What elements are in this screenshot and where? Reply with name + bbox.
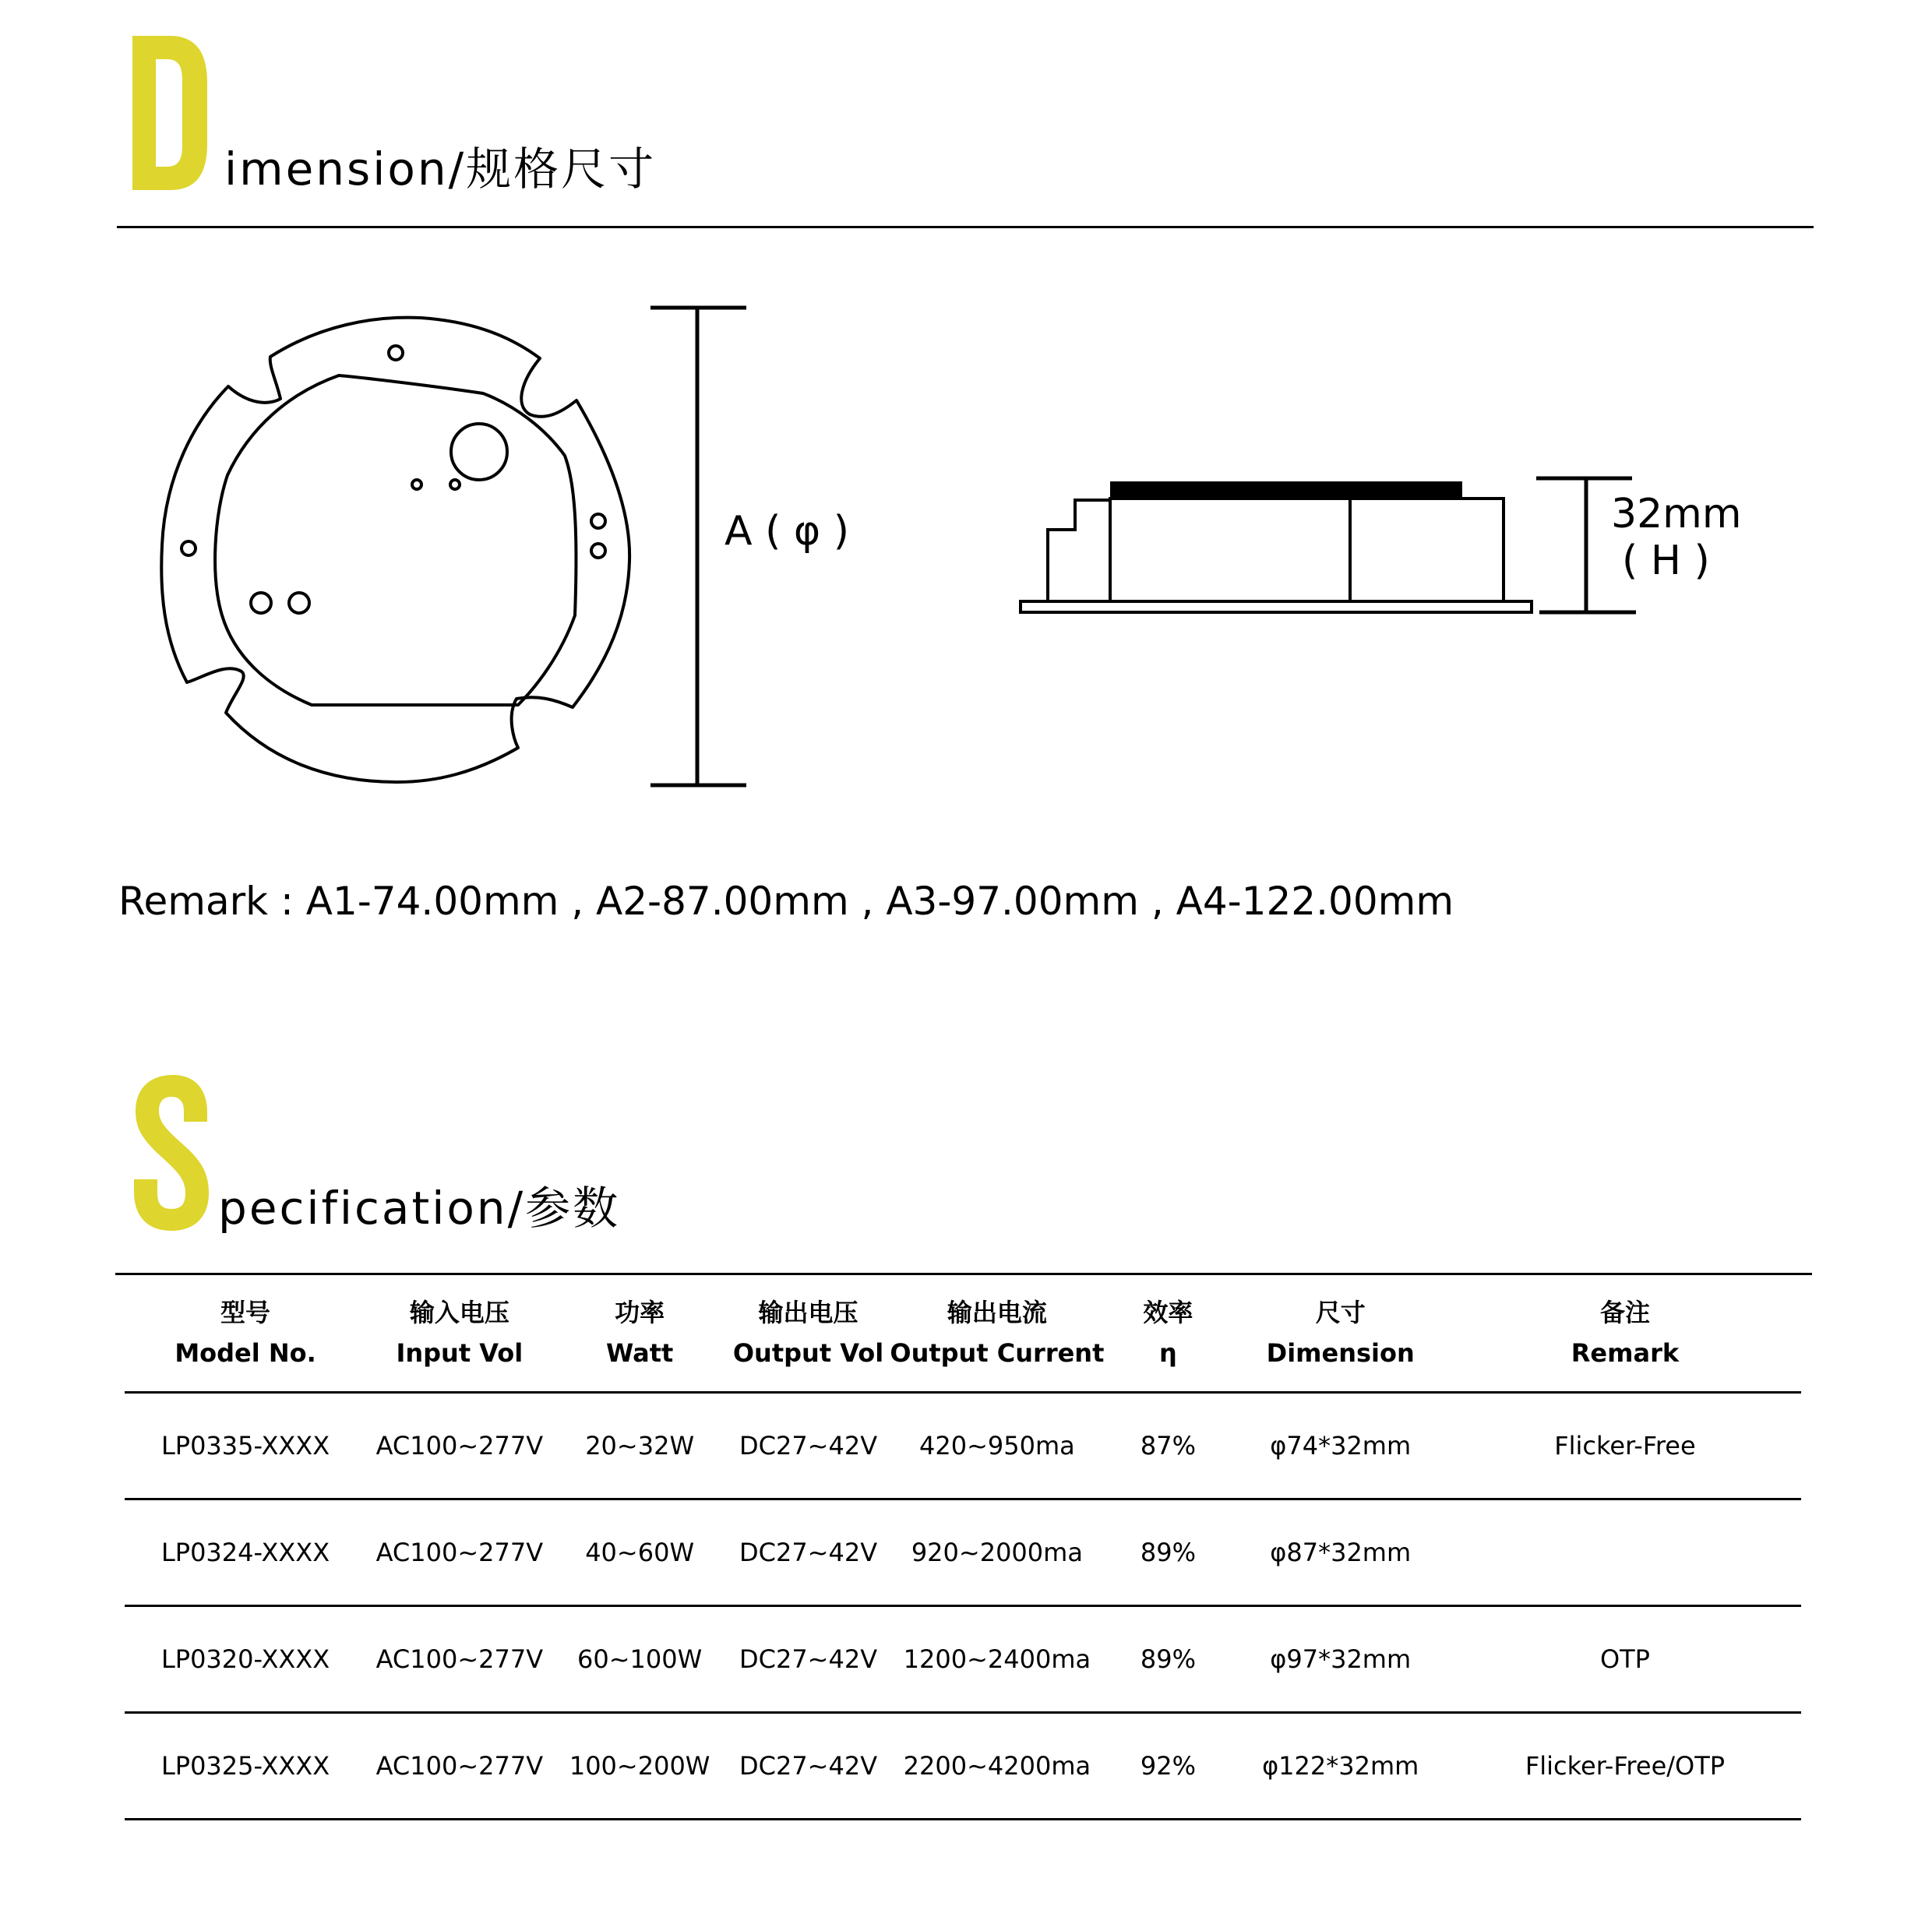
cell-efficiency: 87% [1104, 1393, 1232, 1499]
cell-model: LP0325-XXXX [125, 1713, 366, 1820]
spec-table [125, 1274, 1801, 1820]
header-remark: 备注 Remark [1449, 1274, 1801, 1393]
table-row [125, 1713, 1801, 1820]
cell-watt: 100~200W [553, 1713, 727, 1820]
cell-efficiency: 92% [1104, 1713, 1232, 1820]
cell-input-vol: AC100~277V [366, 1499, 552, 1606]
header-model: 型号 Model No. [125, 1274, 366, 1393]
dimension-h-unit: ( H ) [1622, 537, 1710, 584]
cell-output-vol: DC27~42V [727, 1393, 890, 1499]
cell-model: LP0320-XXXX [125, 1606, 366, 1713]
cell-output-vol: DC27~42V [727, 1606, 890, 1713]
top-view-outline [161, 318, 629, 782]
header-watt: 功率 Watt [553, 1274, 727, 1393]
cell-input-vol: AC100~277V [366, 1393, 552, 1499]
cell-efficiency: 89% [1104, 1499, 1232, 1606]
table-row [125, 1499, 1801, 1606]
header-dimension: 尺寸 Dimension [1232, 1274, 1448, 1393]
cell-input-vol: AC100~277V [366, 1606, 552, 1713]
cell-output-current: 420~950ma [890, 1393, 1104, 1499]
header-input-vol: 输入电压 Input Vol [366, 1274, 552, 1393]
header-output-current: 输出电流 Output Current [890, 1274, 1104, 1393]
cell-output-current: 920~2000ma [890, 1499, 1104, 1606]
table-header-row [125, 1274, 1801, 1393]
cell-output-current: 2200~4200ma [890, 1713, 1104, 1820]
header-output-vol: 输出电压 Output Vol [727, 1274, 890, 1393]
table-row [125, 1393, 1801, 1499]
table-row [125, 1606, 1801, 1713]
cell-dimension: φ97*32mm [1232, 1606, 1448, 1713]
cell-output-vol: DC27~42V [727, 1499, 890, 1606]
dimension-h-value: 32mm [1611, 491, 1742, 537]
cell-remark: OTP [1449, 1606, 1801, 1713]
inner-board-outline [215, 375, 576, 705]
cell-remark [1449, 1499, 1801, 1606]
cell-output-current: 1200~2400ma [890, 1606, 1104, 1713]
cell-dimension: φ87*32mm [1232, 1499, 1448, 1606]
specification-title: pecification/参数 [218, 1182, 621, 1235]
cell-model: LP0324-XXXX [125, 1499, 366, 1606]
cell-watt: 40~60W [553, 1499, 727, 1606]
cell-watt: 60~100W [553, 1606, 727, 1713]
section-letter-s [134, 1075, 209, 1231]
cell-output-vol: DC27~42V [727, 1713, 890, 1820]
dimension-a-label: A ( φ ) [724, 508, 850, 555]
cell-dimension: φ122*32mm [1232, 1713, 1448, 1820]
cell-input-vol: AC100~277V [366, 1713, 552, 1820]
dimension-drawing [0, 0, 1932, 857]
dimension-remark: Remark : A1-74.00mm , A2-87.00mm , A3-97.00mm , A4-122.00mm [118, 879, 1454, 924]
header-efficiency: 效率 η [1104, 1274, 1232, 1393]
cell-efficiency: 89% [1104, 1606, 1232, 1713]
dimension-title: imension/规格尺寸 [224, 143, 657, 196]
cell-dimension: φ74*32mm [1232, 1393, 1448, 1499]
cell-model: LP0335-XXXX [125, 1393, 366, 1499]
cell-watt: 20~32W [553, 1393, 727, 1499]
cell-remark: Flicker-Free [1449, 1393, 1801, 1499]
cell-remark: Flicker-Free/OTP [1449, 1713, 1801, 1820]
